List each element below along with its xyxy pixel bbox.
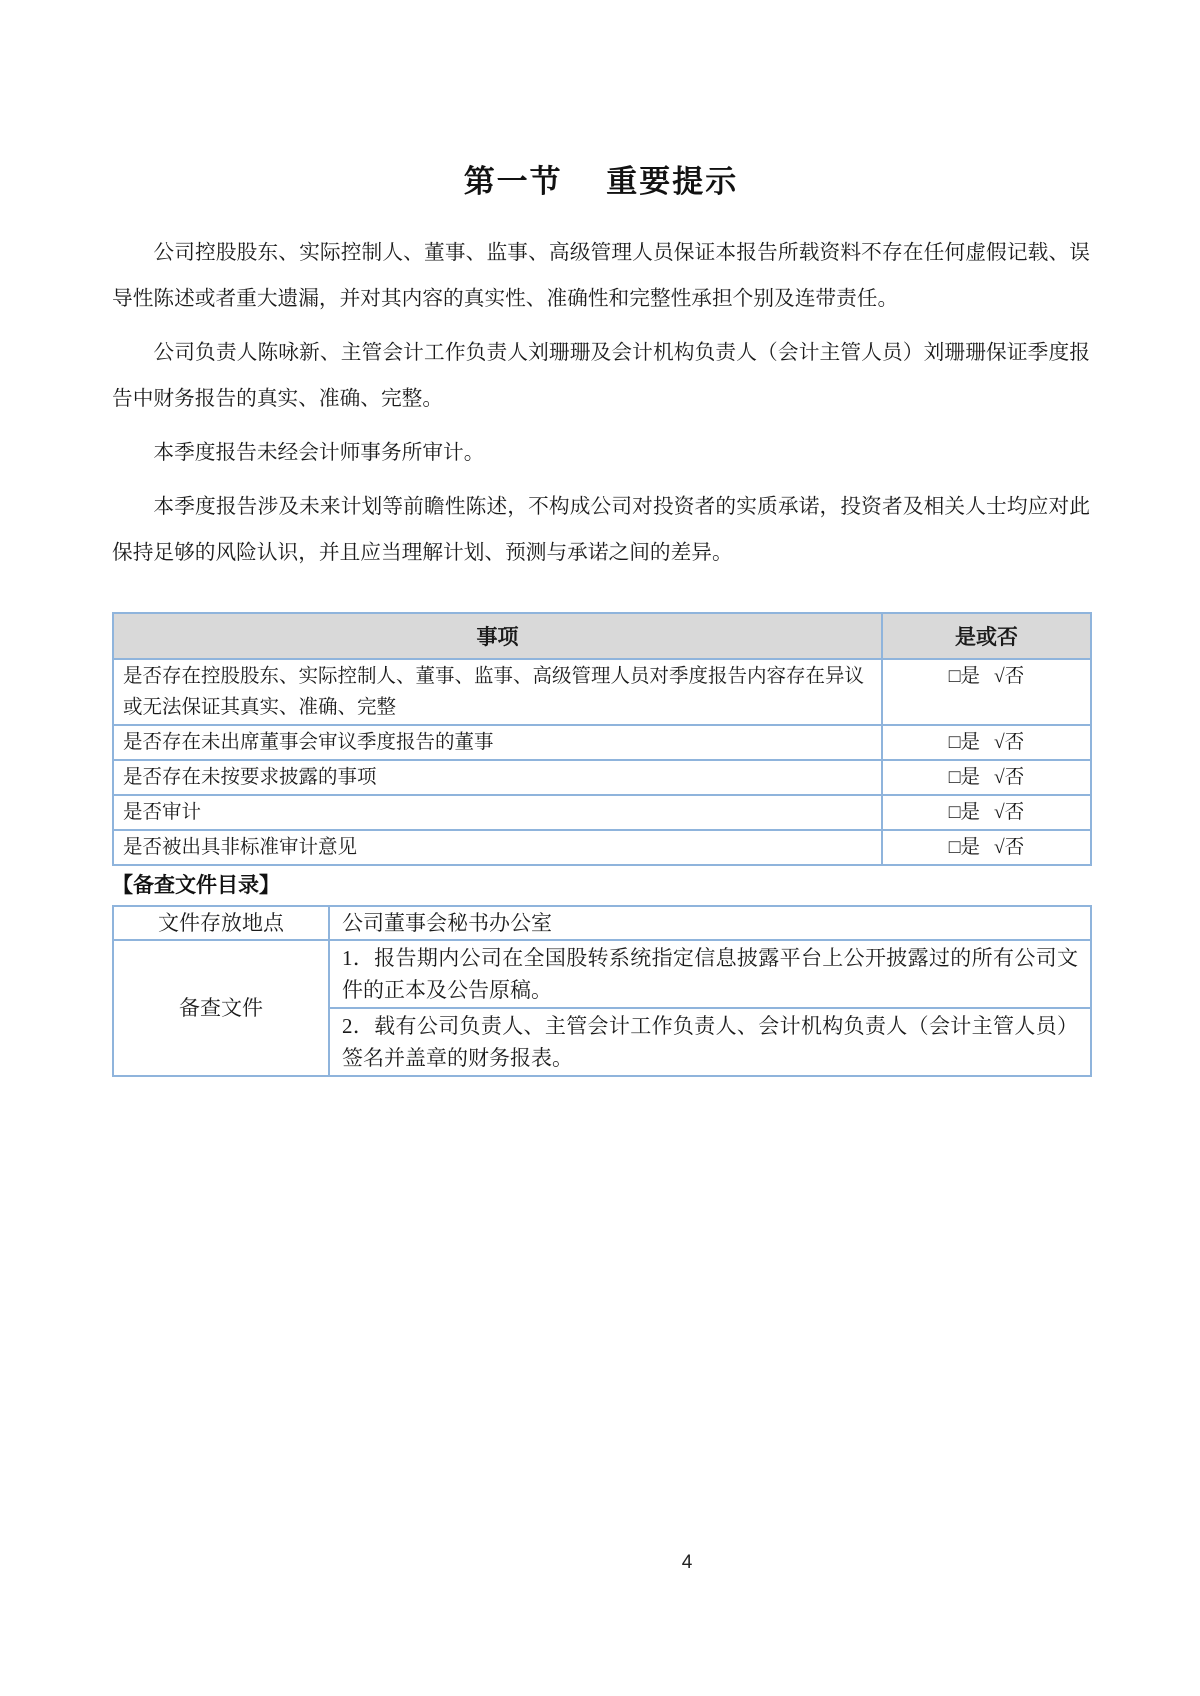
matters-table: [112, 612, 1092, 866]
section-title: 第一节 重要提示: [463, 164, 739, 199]
doc-item-1-text: 1．报告期内公司在全国股转系统指定信息披露平台上公开披露过的所有公司文件的正本及公告原稿。: [342, 946, 1078, 1002]
page-number: 4: [681, 1552, 693, 1573]
yes-checkbox-label: □是: [948, 767, 981, 788]
matters-header-row: [113, 613, 1091, 659]
yes-checkbox-label: □是: [948, 732, 981, 753]
table-row: [113, 940, 1091, 1008]
table-row: [113, 725, 1091, 760]
yes-checkbox-label: □是: [948, 666, 981, 687]
matters-header-item: 事项: [113, 613, 882, 659]
table-row: [113, 760, 1091, 795]
no-checked-label: √否: [994, 767, 1025, 788]
doc-item-1: [329, 940, 1091, 1008]
matter-item-text: 是否审计: [113, 795, 882, 830]
doc-item-2-text: 2．载有公司负责人、主管会计工作负责人、会计机构负责人（会计主管人员）签名并盖章的财务报表。: [342, 1014, 1078, 1070]
paragraph-unaudited: 本季度报告未经会计师事务所审计。: [153, 442, 485, 464]
matter-choice: [882, 795, 1091, 830]
matter-item-text: 是否被出具非标准审计意见: [113, 830, 882, 865]
no-checked-label: √否: [994, 666, 1025, 687]
matter-item-text: 是否存在未按要求披露的事项: [113, 760, 882, 795]
paragraph-guarantee: 公司控股股东、实际控制人、董事、监事、高级管理人员保证本报告所载资料不存在任何虚假记载、误导性陈述或者重大遗漏，并对其内容的真实性、准确性和完整性承担个别及连带责任。: [112, 242, 1090, 310]
paragraph-responsible-persons: 公司负责人陈咏新、主管会计工作负责人刘珊珊及会计机构负责人（会计主管人员）刘珊珊保证季度报告中财务报告的真实、准确、完整。: [112, 342, 1090, 410]
docs-location-value: 公司董事会秘书办公室: [329, 906, 1091, 940]
intro-paragraphs: [112, 230, 1090, 584]
matter-choice: [882, 830, 1091, 865]
matter-choice: [882, 659, 1091, 725]
no-checked-label: √否: [994, 732, 1025, 753]
matter-choice: [882, 760, 1091, 795]
no-checked-label: √否: [994, 802, 1025, 823]
paragraph-forward-looking: 本季度报告涉及未来计划等前瞻性陈述，不构成公司对投资者的实质承诺，投资者及相关人士均应对此保持足够的风险认识，并且应当理解计划、预测与承诺之间的差异。: [112, 496, 1090, 564]
table-row: [113, 795, 1091, 830]
docs-location-label: 文件存放地点: [113, 906, 329, 940]
matter-item-text: 是否存在未出席董事会审议季度报告的董事: [113, 725, 882, 760]
table-row: [113, 906, 1091, 940]
doc-item-2: [329, 1008, 1091, 1076]
table-row: [113, 830, 1091, 865]
matter-item-text: 是否存在控股股东、实际控制人、董事、监事、高级管理人员对季度报告内容存在异议或无法保证其真实、准确、完整: [113, 659, 882, 725]
table-row: [113, 659, 1091, 725]
docs-label: 备查文件: [113, 940, 329, 1076]
reference-docs-heading: 【备查文件目录】: [112, 874, 280, 897]
yes-checkbox-label: □是: [948, 802, 981, 823]
matters-header-yesno: 是或否: [882, 613, 1091, 659]
no-checked-label: √否: [994, 837, 1025, 858]
reference-docs-table: [112, 905, 1092, 1077]
matter-choice: [882, 725, 1091, 760]
yes-checkbox-label: □是: [948, 837, 981, 858]
